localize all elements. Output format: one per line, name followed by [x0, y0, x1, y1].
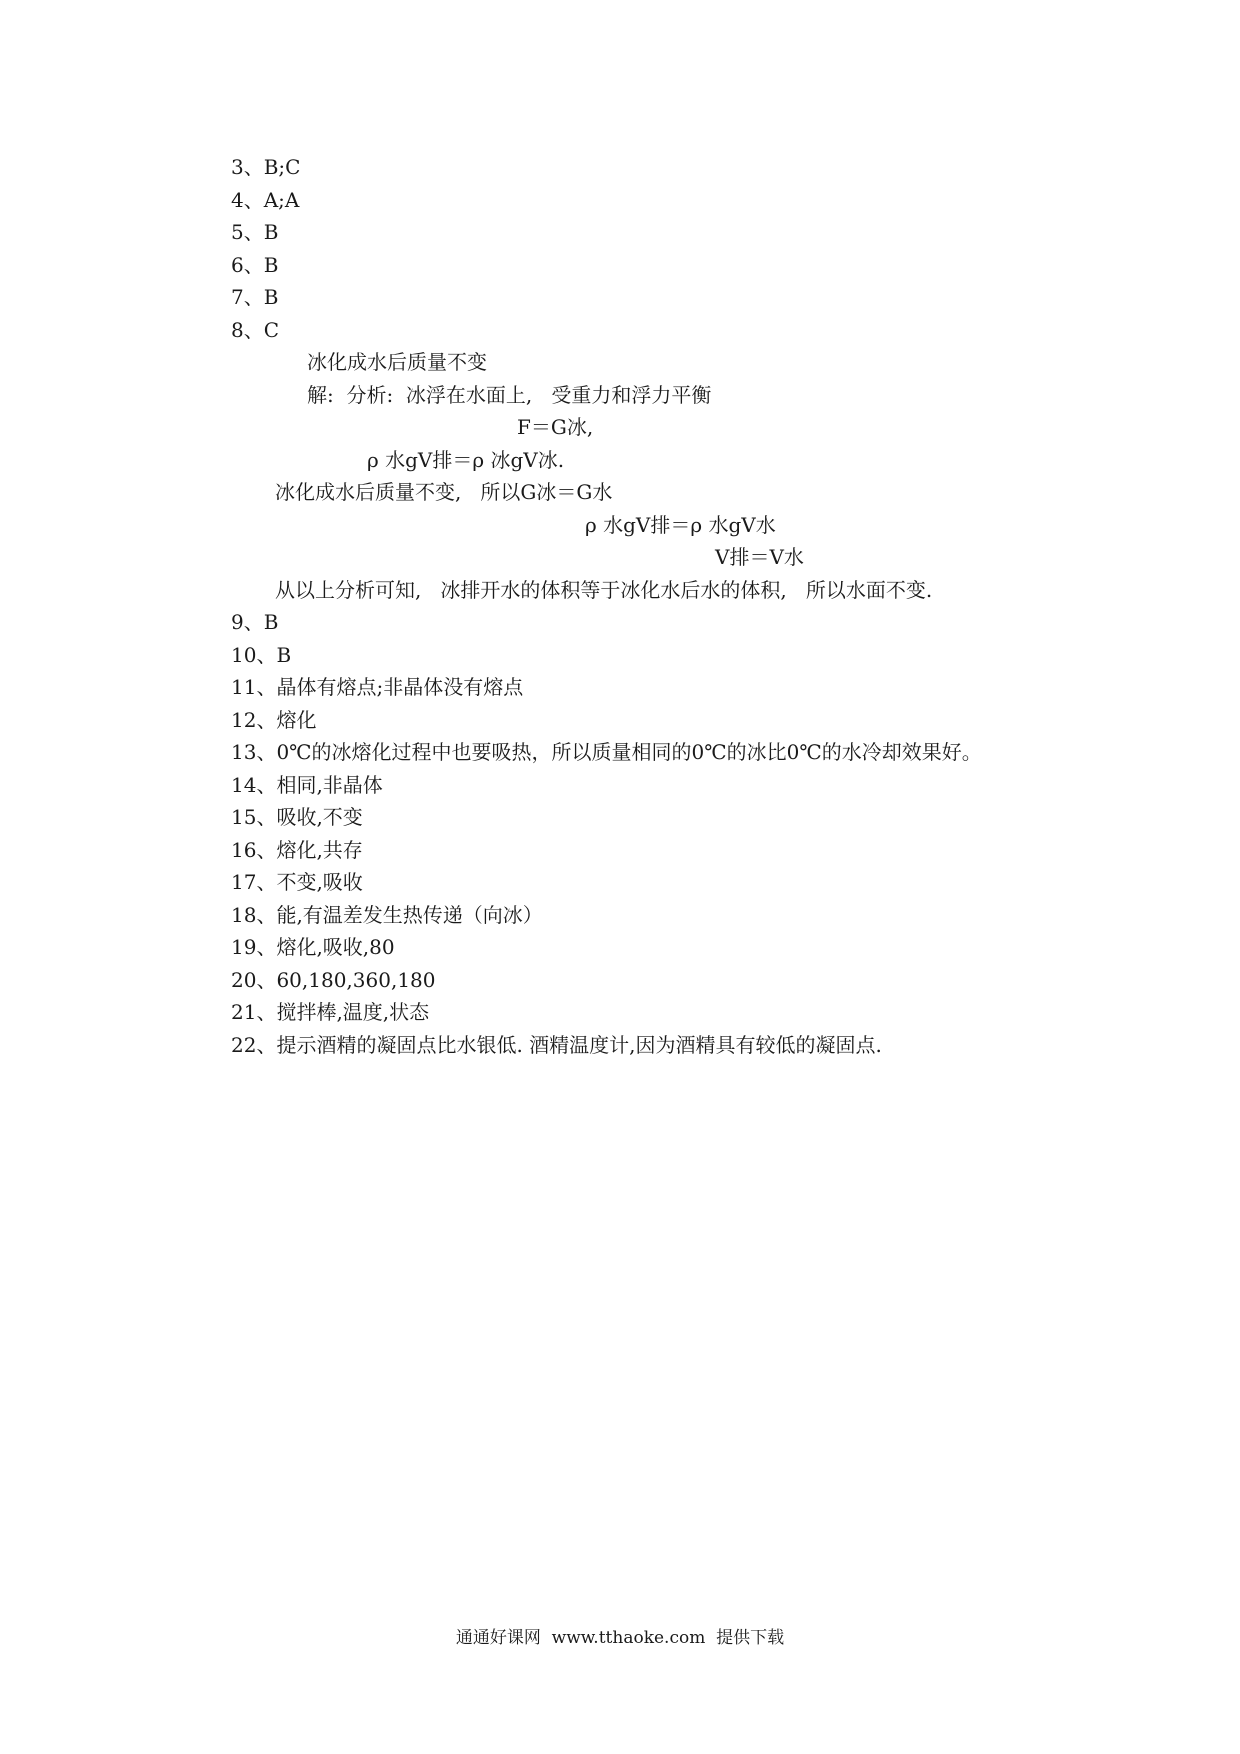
answer-number: 21、 — [231, 1000, 277, 1024]
answer-12 — [231, 707, 316, 733]
answer-text: 相同,非晶体 — [276, 773, 383, 797]
answer-number: 4、 — [231, 188, 264, 212]
answer-number: 9、 — [231, 610, 264, 634]
answer-text: 60,180,360,180 — [276, 968, 436, 992]
answer-8 — [231, 317, 279, 343]
answer-number: 15、 — [231, 805, 277, 829]
page-footer: 通通好课网 www.tthaoke.com 提供下载 — [455, 1628, 785, 1648]
answer-text: B;C — [263, 155, 301, 179]
answer-number: 14、 — [231, 773, 277, 797]
explanation-conclusion: 从以上分析可知, 冰排开水的体积等于冰化水后水的体积, 所以水面不变. — [275, 578, 933, 602]
explanation-title: 冰化成水后质量不变 — [307, 350, 487, 374]
answer-number: 19、 — [231, 935, 277, 959]
answer-20 — [231, 967, 436, 993]
answer-16 — [231, 837, 363, 863]
answer-18 — [231, 902, 543, 928]
answer-number: 6、 — [231, 253, 264, 277]
answer-15 — [231, 804, 363, 830]
answer-9 — [231, 609, 278, 635]
answer-13 — [231, 739, 982, 765]
answer-3 — [231, 154, 300, 180]
equation-volume: V排＝V水 — [715, 545, 804, 569]
answer-4 — [231, 187, 299, 213]
answer-number: 20、 — [231, 968, 277, 992]
answer-number: 22、 — [231, 1033, 277, 1057]
explanation-analysis: 解: 分析: 冰浮在水面上, 受重力和浮力平衡 — [307, 383, 712, 407]
answer-number: 13、 — [231, 740, 277, 764]
answer-5 — [231, 219, 278, 245]
answer-number: 17、 — [231, 870, 277, 894]
answer-number: 11、 — [231, 675, 277, 699]
answer-6 — [231, 252, 278, 278]
answer-text: 晶体有熔点;非晶体没有熔点 — [276, 675, 524, 699]
equation-buoyancy: F＝G冰, — [517, 415, 594, 439]
answer-text: 熔化,吸收,80 — [276, 935, 395, 959]
answer-number: 7、 — [231, 285, 264, 309]
answer-number: 12、 — [231, 708, 277, 732]
answer-17 — [231, 869, 363, 895]
answer-text: 不变,吸收 — [276, 870, 363, 894]
answer-number: 3、 — [231, 155, 264, 179]
answer-22 — [231, 1032, 882, 1058]
answer-19 — [231, 934, 395, 960]
explanation-statement: 冰化成水后质量不变, 所以G冰＝G水 — [275, 480, 613, 504]
answer-7 — [231, 284, 278, 310]
answer-text: A;A — [263, 188, 300, 212]
answer-number: 18、 — [231, 903, 277, 927]
answer-text: 提示酒精的凝固点比水银低. 酒精温度计,因为酒精具有较低的凝固点. — [276, 1033, 882, 1057]
answer-text: 吸收,不变 — [276, 805, 363, 829]
answer-number: 10、 — [231, 643, 277, 667]
answer-14 — [231, 772, 383, 798]
answer-text: 能,有温差发生热传递（向冰） — [276, 903, 543, 927]
answer-text: B — [276, 643, 292, 667]
answer-text: 0℃的冰熔化过程中也要吸热，所以质量相同的0℃的冰比0℃的水冷却效果好。 — [276, 740, 982, 764]
answer-number: 16、 — [231, 838, 277, 862]
answer-10 — [231, 642, 291, 668]
answer-number: 8、 — [231, 318, 264, 342]
answer-21 — [231, 999, 429, 1025]
answer-text: B — [263, 610, 279, 634]
answer-text: B — [263, 253, 279, 277]
answer-text: 熔化,共存 — [276, 838, 363, 862]
equation-density-water: ρ 水gV排＝ρ 水gV水 — [585, 513, 776, 537]
answer-text: 搅拌棒,温度,状态 — [276, 1000, 430, 1024]
answer-text: C — [263, 318, 280, 342]
answer-text: 熔化 — [276, 708, 317, 732]
answer-text: B — [263, 220, 279, 244]
answer-number: 5、 — [231, 220, 264, 244]
equation-density-ice: ρ 水gV排＝ρ 冰gV冰. — [367, 448, 565, 472]
answer-text: B — [263, 285, 279, 309]
answer-11 — [231, 674, 523, 700]
